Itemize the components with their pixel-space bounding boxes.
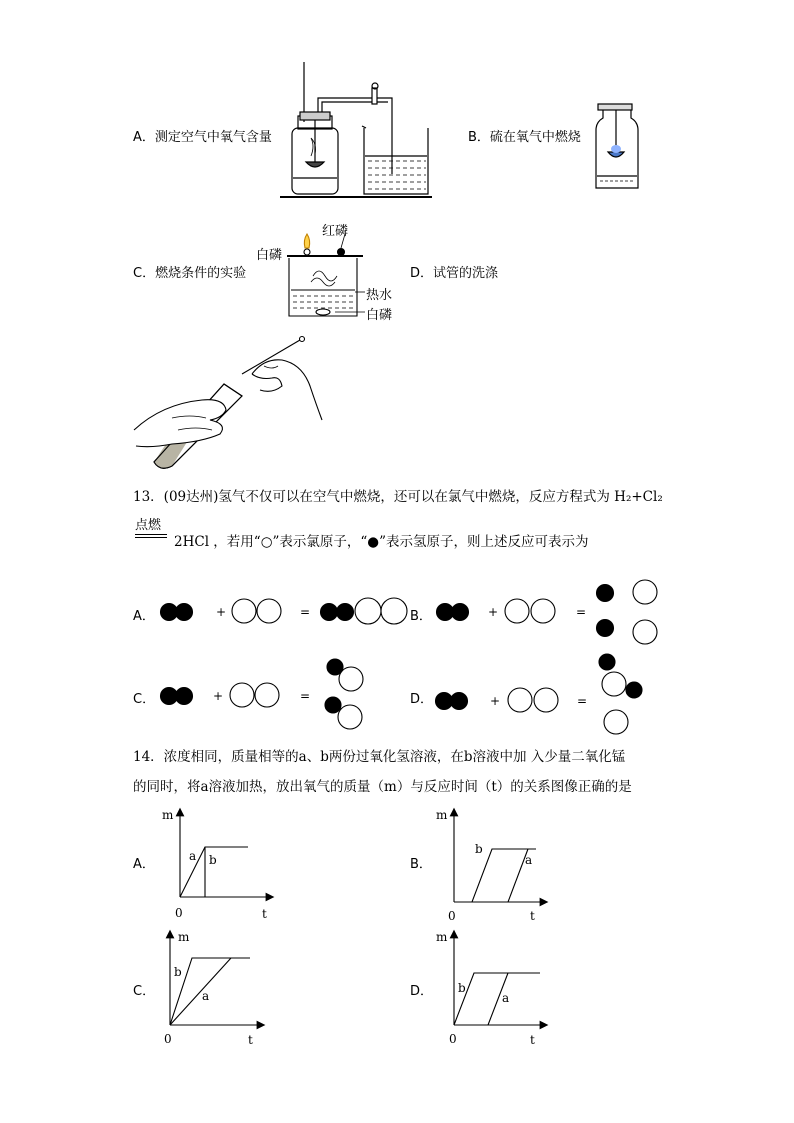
- plus-sign-a: +: [216, 605, 227, 619]
- series-b-label: b: [209, 853, 217, 867]
- x-axis-label: t: [530, 1033, 535, 1047]
- q14-option-b-label: B．: [410, 857, 432, 872]
- equation-line-lower: [135, 537, 167, 538]
- equals-sign-c: =: [300, 689, 311, 703]
- curve-b-line: [454, 973, 540, 1025]
- series-a-label: a: [202, 989, 210, 1003]
- q13-molecule-diagrams: [150, 570, 670, 740]
- label-white-phosphorus-bottom: 白磷: [366, 308, 393, 323]
- label-red-phosphorus: 红磷: [322, 224, 349, 239]
- oxygen-content-apparatus: [278, 60, 438, 202]
- curve-b-line: [170, 958, 250, 1025]
- y-axis-label: m: [436, 930, 448, 944]
- x-axis-label: t: [262, 907, 267, 921]
- option-12c-label: C．燃烧条件的实验: [133, 266, 247, 281]
- plus-sign-d: +: [490, 694, 501, 708]
- q13-option-d-label: D．: [410, 692, 434, 707]
- equals-sign-b: =: [576, 605, 587, 619]
- series-b-label: b: [475, 842, 483, 856]
- q13-line2: 2HCl ，若用“○”表示氯原子，“●”表示氢原子，则上述反应可表示为: [174, 534, 589, 550]
- y-axis-label: m: [178, 930, 190, 944]
- q14-line2: 的同时，将a溶液加热，放出氧气的质量（m）与反应时间（t）的关系图像正确的是: [133, 779, 632, 795]
- option-12d-label: D．试管的洗涤: [410, 266, 499, 281]
- q14-line1: 14．浓度相同，质量相等的a、b两份过氧化氢溶液，在b溶液中加 入少量二氧化锰: [133, 749, 626, 765]
- curve-b-line: [454, 849, 536, 902]
- option-12b-label: B．硫在氧气中燃烧: [468, 130, 581, 145]
- origin-label: 0: [448, 909, 456, 923]
- series-a-label: a: [502, 991, 510, 1005]
- option-12a-label: A．测定空气中氧气含量: [133, 130, 272, 145]
- label-hot-water: 热水: [366, 288, 393, 303]
- q14-option-a-label: A．: [133, 857, 155, 872]
- q13-option-b-label: B．: [410, 609, 432, 624]
- y-axis-label: m: [436, 808, 448, 822]
- graph-option-d: [432, 924, 552, 1048]
- y-axis-label: m: [162, 808, 174, 822]
- origin-label: 0: [175, 906, 183, 920]
- q13-option-c-label: C．: [133, 692, 156, 707]
- origin-label: 0: [449, 1032, 457, 1046]
- q14-option-c-label: C．: [133, 984, 156, 999]
- q13-option-a-label: A．: [133, 609, 155, 624]
- x-axis-label: t: [530, 909, 535, 923]
- label-white-phosphorus-top: 白磷: [256, 248, 283, 263]
- origin-label: 0: [164, 1032, 172, 1046]
- q13-reaction-condition: 点燃: [135, 518, 162, 533]
- graph-option-c: [158, 924, 278, 1048]
- series-a-label: a: [189, 849, 197, 863]
- x-axis-label: t: [248, 1033, 253, 1047]
- sulfur-burning-bottle: [592, 100, 644, 192]
- plus-sign-b: +: [488, 605, 499, 619]
- equals-sign-a: =: [300, 605, 311, 619]
- series-a-label: a: [525, 853, 533, 867]
- test-tube-washing-illustration: [132, 334, 332, 476]
- series-b-label: b: [458, 981, 466, 995]
- graph-option-a: [158, 800, 278, 922]
- q13-line1: 13．(09达州)氢气不仅可以在空气中燃烧，还可以在氯气中燃烧，反应方程式为 H₂+Cl₂: [133, 489, 663, 505]
- equation-line-upper: [135, 534, 167, 535]
- series-b-label: b: [174, 965, 182, 979]
- graph-option-b: [432, 800, 552, 924]
- q14-option-d-label: D．: [410, 984, 434, 999]
- equals-sign-d: =: [577, 694, 588, 708]
- plus-sign-c: +: [213, 689, 224, 703]
